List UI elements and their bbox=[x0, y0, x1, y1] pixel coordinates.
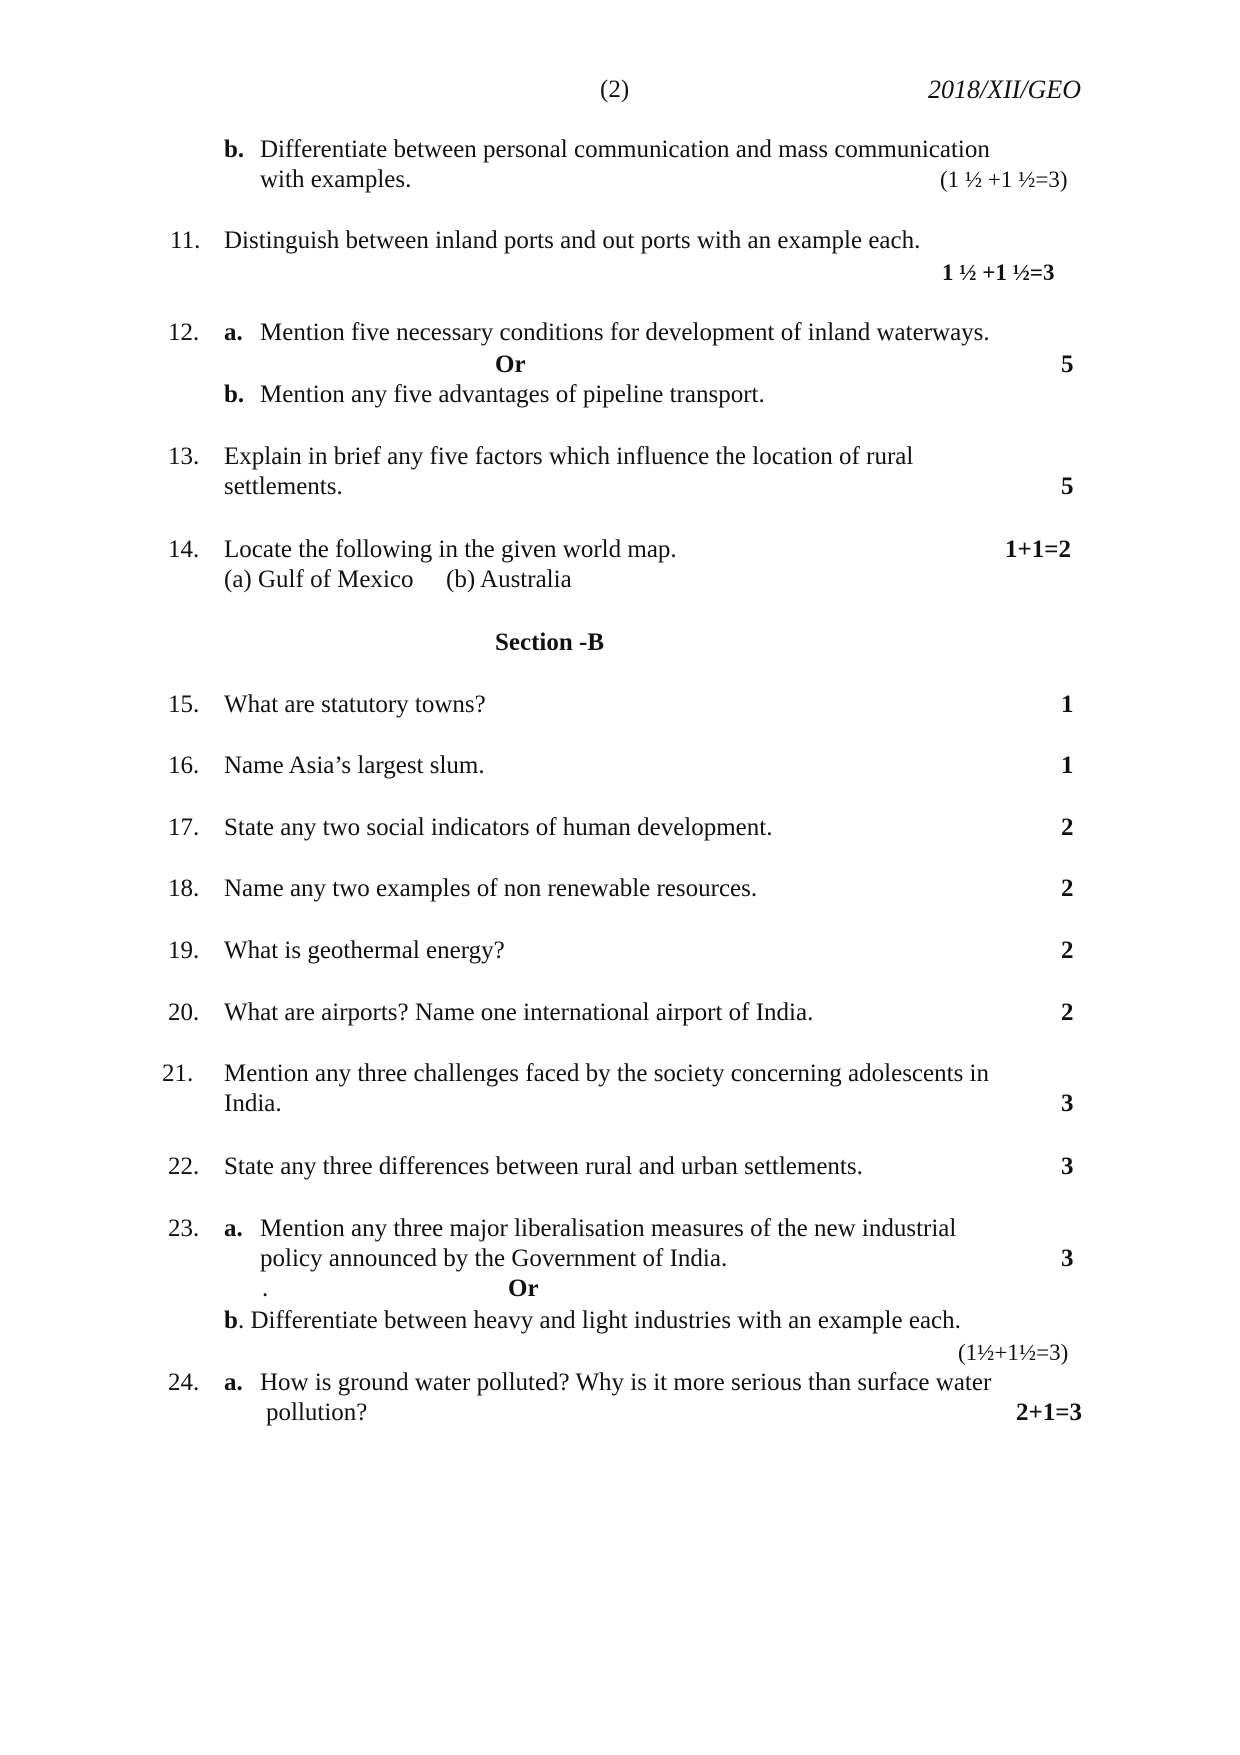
q23-marks: 3 bbox=[1061, 1245, 1074, 1272]
q15-marks: 1 bbox=[1061, 691, 1074, 718]
q12-number: 12. bbox=[168, 319, 200, 346]
q14-text: Locate the following in the given world map. bbox=[224, 536, 677, 563]
q24a-text-line2: pollution? bbox=[266, 1399, 368, 1426]
q12-or: Or bbox=[495, 351, 526, 378]
q23b-label: b bbox=[224, 1307, 238, 1334]
q23b-marks: (1½+1½=3) bbox=[958, 1340, 1069, 1365]
q23b-text: . Differentiate between heavy and light industries with an example each. bbox=[238, 1307, 961, 1334]
q10b-text-line1: Differentiate between personal communication and mass communication bbox=[260, 136, 990, 163]
q12b-label: b. bbox=[224, 381, 245, 408]
q12b-text: Mention any five advantages of pipeline transport. bbox=[260, 381, 765, 408]
q22-marks: 3 bbox=[1061, 1153, 1074, 1180]
q14-sub-a: (a) Gulf of Mexico bbox=[224, 566, 414, 593]
q18-number: 18. bbox=[168, 875, 200, 902]
q13-text-line2: settlements. bbox=[224, 473, 343, 500]
q20-number: 20. bbox=[168, 999, 200, 1026]
q16-text: Name Asia’s largest slum. bbox=[224, 752, 485, 779]
q20-text: What are airports? Name one international airport of India. bbox=[224, 999, 814, 1026]
q17-number: 17. bbox=[168, 814, 200, 841]
q23a-text-line1: Mention any three major liberalisation measures of the new industrial bbox=[260, 1215, 957, 1242]
q22-text: State any three differences between rural and urban settlements. bbox=[224, 1153, 863, 1180]
q14-sub-b: (b) Australia bbox=[446, 566, 572, 593]
q10b-marks: (1 ½ +1 ½=3) bbox=[940, 167, 1068, 192]
q19-text: What is geothermal energy? bbox=[224, 937, 505, 964]
q18-marks: 2 bbox=[1061, 875, 1074, 902]
section-b-title: Section -B bbox=[495, 629, 605, 656]
q23-dot: . bbox=[262, 1275, 269, 1302]
q16-marks: 1 bbox=[1061, 752, 1074, 779]
page-number: (2) bbox=[600, 76, 630, 103]
q13-text-line1: Explain in brief any five factors which influence the location of rural bbox=[224, 443, 914, 470]
q11-marks: 1 ½ +1 ½=3 bbox=[942, 260, 1055, 285]
q23a-text-line2: policy announced by the Government of India. bbox=[260, 1245, 728, 1272]
q12-marks: 5 bbox=[1061, 351, 1074, 378]
q23a-label: a. bbox=[224, 1215, 243, 1242]
q15-number: 15. bbox=[168, 691, 200, 718]
q13-number: 13. bbox=[168, 443, 200, 470]
q21-number: 21. bbox=[162, 1060, 194, 1087]
q13-marks: 5 bbox=[1061, 473, 1074, 500]
q23-number: 23. bbox=[168, 1215, 200, 1242]
paper-code: 2018/XII/GEO bbox=[928, 75, 1082, 104]
q12a-text: Mention five necessary conditions for development of inland waterways. bbox=[260, 319, 990, 346]
q24a-text-line1: How is ground water polluted? Why is it more serious than surface water bbox=[260, 1369, 992, 1396]
q24a-label: a. bbox=[224, 1369, 243, 1396]
q15-text: What are statutory towns? bbox=[224, 691, 486, 718]
q16-number: 16. bbox=[168, 752, 200, 779]
q14-marks: 1+1=2 bbox=[1005, 536, 1071, 563]
q23-or: Or bbox=[508, 1275, 539, 1302]
q11-number: 11. bbox=[170, 227, 201, 254]
q24-number: 24. bbox=[168, 1369, 200, 1396]
q21-marks: 3 bbox=[1061, 1090, 1074, 1117]
q22-number: 22. bbox=[168, 1153, 200, 1180]
q14-number: 14. bbox=[168, 536, 200, 563]
q10b-text-line2: with examples. bbox=[260, 166, 412, 193]
q11-text: Distinguish between inland ports and out ports with an example each. bbox=[224, 227, 921, 254]
q21-text-line2: India. bbox=[224, 1090, 282, 1117]
q17-text: State any two social indicators of human development. bbox=[224, 814, 773, 841]
q19-marks: 2 bbox=[1061, 937, 1074, 964]
q19-number: 19. bbox=[168, 937, 200, 964]
q18-text: Name any two examples of non renewable resources. bbox=[224, 875, 758, 902]
q20-marks: 2 bbox=[1061, 999, 1074, 1026]
q21-text-line1: Mention any three challenges faced by the society concerning adolescents in bbox=[224, 1060, 989, 1087]
q17-marks: 2 bbox=[1061, 814, 1074, 841]
q12a-label: a. bbox=[224, 319, 243, 346]
q10b-label: b. bbox=[224, 136, 245, 163]
q24-marks: 2+1=3 bbox=[1016, 1399, 1082, 1426]
